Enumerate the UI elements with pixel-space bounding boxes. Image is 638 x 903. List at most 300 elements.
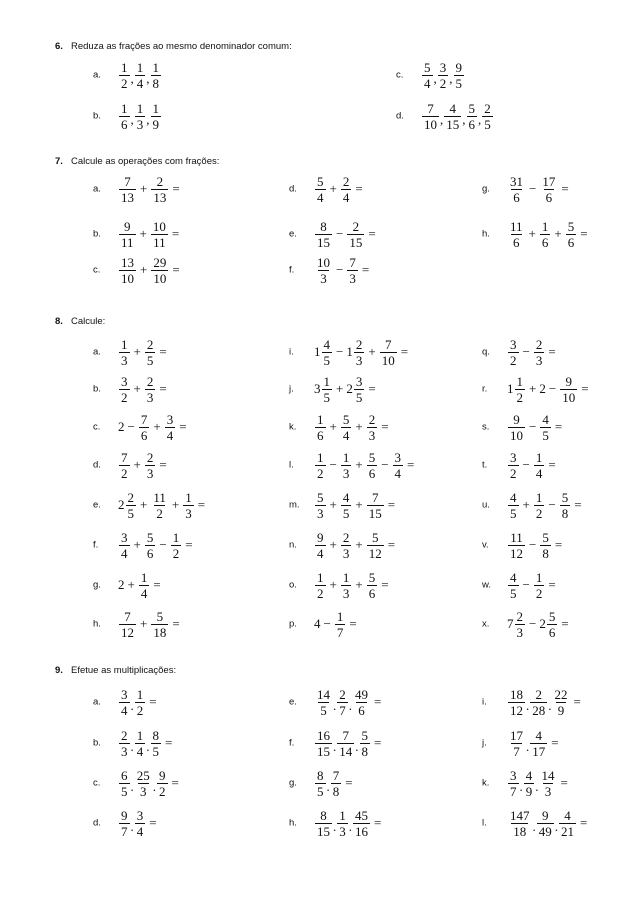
denominator: 8: [332, 783, 340, 799]
operator: =: [560, 775, 568, 790]
denominator: 2: [121, 75, 128, 91]
math-expression: [118, 763, 182, 803]
fraction: [315, 768, 326, 799]
denominator: 6: [358, 702, 365, 718]
item-label: f.: [93, 539, 99, 551]
fraction: [119, 530, 130, 561]
operator: =: [159, 344, 167, 359]
math-expression: [507, 763, 571, 803]
operator: −: [329, 457, 337, 472]
denominator: 3: [342, 465, 350, 481]
fraction: [367, 412, 378, 443]
fraction: [454, 60, 465, 91]
numerator: 31: [510, 173, 523, 189]
item-label: p.: [289, 618, 297, 630]
denominator: 16: [355, 823, 368, 839]
numerator: 2: [121, 727, 128, 743]
operator: =: [561, 616, 569, 631]
math-expression: [314, 803, 384, 843]
numerator: 7: [124, 608, 131, 624]
math-expression: [314, 214, 379, 254]
operator: +: [133, 457, 141, 472]
operator: −: [529, 419, 537, 434]
fraction: [508, 570, 519, 601]
fraction: [157, 768, 168, 799]
numerator: 3: [355, 373, 363, 389]
numerator: 147: [510, 807, 530, 823]
item-label: j.: [289, 383, 294, 395]
operator: =: [581, 381, 589, 396]
math-expression: [507, 485, 585, 525]
fraction: [151, 60, 162, 91]
fraction: [139, 412, 150, 443]
fraction: [537, 808, 554, 839]
denominator: 3: [544, 783, 552, 799]
item-label: x.: [482, 618, 490, 630]
numerator: 1: [121, 100, 128, 116]
fraction: [534, 450, 545, 481]
fraction: [482, 101, 493, 132]
math-expression: [507, 525, 565, 565]
operator: −: [127, 419, 135, 434]
denominator: 6: [468, 116, 475, 132]
numerator: 3: [510, 336, 517, 352]
denominator: 3: [146, 465, 154, 481]
math-expression: [314, 763, 356, 803]
fraction: [515, 374, 526, 405]
denominator: 5: [320, 702, 327, 718]
separator: .: [130, 779, 134, 794]
numerator: 4: [510, 489, 517, 505]
denominator: 3: [342, 585, 350, 601]
denominator: 13: [121, 189, 134, 205]
denominator: 4: [136, 743, 144, 759]
math-expression: [507, 803, 590, 843]
fraction: [341, 570, 352, 601]
denominator: 5: [127, 505, 134, 521]
separator: ,: [449, 71, 453, 86]
numerator: 2: [516, 608, 523, 624]
fraction: [337, 728, 354, 759]
fraction: [119, 101, 130, 132]
fraction: [139, 570, 150, 601]
item-label: a.: [93, 69, 101, 81]
numerator: 9: [159, 767, 166, 783]
denominator: 2: [172, 545, 180, 561]
math-expression: [314, 407, 392, 447]
math-expression: [118, 214, 182, 254]
numerator: 1: [342, 569, 350, 585]
operator: =: [171, 226, 180, 241]
operator: =: [561, 181, 569, 196]
fraction: [315, 450, 326, 481]
separator: .: [535, 779, 539, 794]
numerator: 16: [317, 727, 330, 743]
denominator: 4: [317, 189, 324, 205]
fraction: [135, 60, 146, 91]
denominator: 6: [513, 189, 520, 205]
question-number: 7.: [55, 156, 63, 167]
numerator: 22: [554, 686, 568, 702]
denominator: 15: [446, 116, 460, 132]
denominator: 10: [510, 427, 523, 443]
operator: =: [554, 537, 563, 552]
fraction: [540, 219, 551, 250]
denominator: 10: [153, 270, 167, 286]
separator: .: [130, 739, 134, 754]
fraction: [508, 808, 532, 839]
math-expression: [314, 682, 384, 722]
numerator: 4: [342, 489, 350, 505]
separator: ,: [440, 112, 444, 127]
question-prompt: Calcule as operações com frações:: [71, 156, 220, 167]
denominator: 2: [159, 783, 166, 799]
operator: =: [149, 694, 157, 709]
denominator: 3: [355, 352, 363, 368]
denominator: 2: [516, 389, 523, 405]
numerator: 1: [342, 449, 350, 465]
math-expression: [118, 565, 164, 605]
numerator: 9: [565, 373, 572, 389]
item-label: a.: [93, 696, 101, 708]
denominator: 8: [561, 505, 569, 521]
math-expression: [118, 803, 160, 843]
item-label: i.: [482, 696, 487, 708]
denominator: 10: [381, 352, 395, 368]
denominator: 2: [510, 465, 517, 481]
fraction: [119, 728, 130, 759]
numerator: 29: [153, 254, 167, 270]
denominator: 10: [121, 270, 134, 286]
item-label: h.: [482, 228, 490, 240]
fraction: [444, 101, 461, 132]
denominator: 10: [424, 116, 437, 132]
numerator: 8: [152, 727, 159, 743]
fraction: [508, 687, 525, 718]
item-label: l.: [289, 459, 294, 471]
fraction: [341, 530, 352, 561]
numerator: 2: [339, 686, 346, 702]
operator: =: [361, 262, 370, 277]
operator: =: [159, 457, 167, 472]
denominator: 7: [339, 702, 346, 718]
numerator: 7: [332, 767, 340, 783]
fraction: [151, 490, 168, 521]
item-label: e.: [289, 696, 297, 708]
denominator: 4: [535, 465, 543, 481]
denominator: 15: [317, 234, 330, 250]
numerator: 1: [535, 569, 543, 585]
fraction: [367, 530, 384, 561]
denominator: 3: [317, 505, 324, 521]
separator: ,: [130, 112, 134, 127]
operator: +: [355, 457, 363, 472]
numerator: 10: [152, 218, 166, 234]
item-label: c.: [93, 777, 101, 789]
operator: =: [171, 775, 179, 790]
fraction: [135, 687, 146, 718]
operator: +: [329, 419, 337, 434]
fraction: [315, 570, 326, 601]
operator: −: [159, 537, 167, 552]
numerator: 3: [394, 449, 402, 465]
denominator: 10: [562, 389, 576, 405]
fraction: [315, 808, 332, 839]
fraction: [515, 609, 526, 640]
denominator: 9: [152, 116, 159, 132]
math-expression: [314, 250, 372, 290]
operator: −: [323, 616, 331, 631]
numerator: 3: [510, 449, 517, 465]
denominator: 3: [349, 270, 356, 286]
denominator: 3: [136, 116, 144, 132]
operator: =: [573, 694, 581, 709]
math-expression: [314, 604, 360, 644]
whole-number: 1: [507, 381, 514, 396]
denominator: 2: [439, 75, 447, 91]
math-expression: [507, 723, 562, 763]
item-label: l.: [482, 817, 487, 829]
numerator: 3: [510, 767, 517, 783]
denominator: 2: [317, 585, 324, 601]
denominator: 5: [542, 427, 549, 443]
fraction: [315, 174, 326, 205]
numerator: 2: [355, 336, 363, 352]
operator: =: [374, 735, 382, 750]
math-expression: [314, 369, 379, 409]
separator: ,: [146, 71, 150, 86]
math-expression: [118, 723, 175, 763]
denominator: 17: [532, 743, 546, 759]
item-label: w.: [482, 579, 491, 591]
numerator: 1: [323, 373, 330, 389]
question-number: 6.: [55, 41, 63, 52]
numerator: 8: [320, 218, 327, 234]
denominator: 9: [557, 702, 565, 718]
numerator: 9: [513, 411, 520, 427]
denominator: 4: [342, 427, 350, 443]
fraction: [119, 219, 136, 250]
denominator: 15: [349, 234, 363, 250]
numerator: 1: [541, 218, 549, 234]
item-label: c.: [93, 421, 101, 433]
numerator: 5: [361, 727, 368, 743]
fraction: [508, 450, 519, 481]
denominator: 6: [140, 427, 148, 443]
fraction: [534, 570, 545, 601]
item-label: a.: [93, 183, 101, 195]
fraction: [347, 255, 358, 286]
fraction: [367, 570, 378, 601]
operator: =: [387, 497, 396, 512]
denominator: 6: [146, 545, 154, 561]
operator: +: [329, 537, 337, 552]
whole-number: 3: [314, 381, 321, 396]
denominator: 2: [121, 465, 128, 481]
whole-number: 2: [118, 497, 125, 512]
separator: .: [326, 779, 330, 794]
denominator: 2: [535, 505, 543, 521]
question-8-heading: [55, 316, 105, 327]
operator: =: [355, 181, 363, 196]
fraction: [151, 728, 162, 759]
numerator: 6: [121, 767, 128, 783]
denominator: 5: [455, 75, 462, 91]
math-expression: [118, 604, 183, 644]
operator: +: [529, 381, 537, 396]
denominator: 7: [121, 823, 128, 839]
numerator: 1: [136, 727, 144, 743]
numerator: 11: [153, 489, 166, 505]
denominator: 3: [320, 270, 327, 286]
operator: =: [165, 735, 173, 750]
math-expression: [314, 485, 398, 525]
numerator: 2: [535, 336, 543, 352]
item-label: b.: [93, 383, 101, 395]
denominator: 15: [317, 743, 330, 759]
operator: =: [172, 181, 180, 196]
fraction: [508, 337, 519, 368]
operator: +: [171, 497, 180, 512]
separator: .: [526, 698, 530, 713]
fraction: [341, 174, 352, 205]
denominator: 28: [532, 702, 546, 718]
fraction: [508, 219, 525, 250]
fraction: [331, 768, 342, 799]
denominator: 5: [121, 783, 128, 799]
fraction: [540, 768, 557, 799]
numerator: 2: [146, 336, 154, 352]
separator: .: [348, 698, 352, 713]
fraction: [380, 337, 397, 368]
math-expression: [507, 332, 559, 372]
numerator: 5: [542, 529, 549, 545]
item-label: h.: [289, 817, 297, 829]
operator: =: [548, 577, 556, 592]
math-expression: [118, 332, 170, 372]
numerator: 1: [152, 59, 159, 75]
numerator: 1: [136, 100, 144, 116]
denominator: 13: [153, 189, 167, 205]
denominator: 5: [152, 743, 159, 759]
fraction: [547, 609, 558, 640]
separator: .: [526, 739, 530, 754]
numerator: 9: [121, 807, 128, 823]
math-expression: [118, 445, 170, 485]
operator: =: [197, 497, 206, 512]
fraction: [560, 374, 577, 405]
operator: +: [127, 577, 135, 592]
denominator: 5: [484, 116, 491, 132]
operator: −: [381, 457, 389, 472]
numerator: 2: [342, 529, 350, 545]
operator: −: [522, 344, 530, 359]
operator: +: [336, 381, 344, 396]
item-label: g.: [93, 579, 101, 591]
fraction: [135, 728, 146, 759]
numerator: 2: [156, 173, 164, 189]
numerator: 1: [339, 807, 346, 823]
numerator: 1: [535, 489, 543, 505]
separator: .: [333, 739, 337, 754]
fraction: [145, 530, 156, 561]
operator: −: [548, 381, 557, 396]
numerator: 5: [371, 529, 379, 545]
operator: +: [528, 226, 536, 241]
numerator: 5: [156, 608, 164, 624]
fraction: [315, 219, 332, 250]
numerator: 5: [548, 608, 556, 624]
numerator: 1: [121, 59, 128, 75]
question-number: 9.: [55, 665, 63, 676]
fraction: [135, 768, 152, 799]
numerator: 5: [317, 489, 324, 505]
denominator: 4: [140, 585, 148, 601]
fraction: [315, 530, 326, 561]
question-prompt: Efetue as multiplicações:: [71, 665, 177, 676]
denominator: 4: [136, 75, 144, 91]
denominator: 9: [525, 783, 533, 799]
fraction: [553, 687, 570, 718]
fraction: [335, 609, 346, 640]
fraction: [508, 768, 519, 799]
item-label: j.: [482, 737, 487, 749]
denominator: 18: [153, 624, 167, 640]
denominator: 2: [136, 702, 144, 718]
numerator: 5: [567, 218, 575, 234]
item-label: d.: [93, 459, 101, 471]
denominator: 5: [323, 389, 330, 405]
operator: +: [133, 344, 141, 359]
whole-number: 4: [314, 616, 321, 631]
separator: .: [348, 819, 352, 834]
denominator: 5: [342, 505, 350, 521]
operator: =: [554, 419, 563, 434]
separator: .: [355, 739, 359, 754]
denominator: 15: [368, 505, 382, 521]
denominator: 2: [121, 389, 128, 405]
item-label: u.: [482, 499, 490, 511]
separator: ,: [462, 112, 466, 127]
fraction: [151, 219, 168, 250]
item-label: n.: [289, 539, 297, 551]
separator: .: [532, 819, 536, 834]
math-expression: [314, 445, 417, 485]
operator: −: [336, 226, 344, 241]
numerator: 10: [317, 254, 330, 270]
operator: +: [133, 381, 141, 396]
denominator: 8: [152, 75, 159, 91]
numerator: 3: [439, 59, 447, 75]
denominator: 6: [513, 234, 520, 250]
denominator: 4: [136, 823, 144, 839]
fraction: [322, 374, 333, 405]
math-expression: [421, 55, 465, 95]
numerator: 1: [121, 336, 128, 352]
item-label: k.: [482, 777, 490, 789]
fraction: [135, 101, 146, 132]
numerator: 3: [121, 373, 128, 389]
numerator: 8: [317, 767, 324, 783]
question-7-heading: [55, 156, 219, 167]
denominator: 2: [510, 352, 517, 368]
operator: =: [374, 815, 382, 830]
fraction: [534, 490, 545, 521]
numerator: 45: [355, 807, 368, 823]
item-label: g.: [289, 777, 297, 789]
numerator: 1: [317, 449, 324, 465]
question-prompt: Calcule:: [71, 316, 106, 327]
